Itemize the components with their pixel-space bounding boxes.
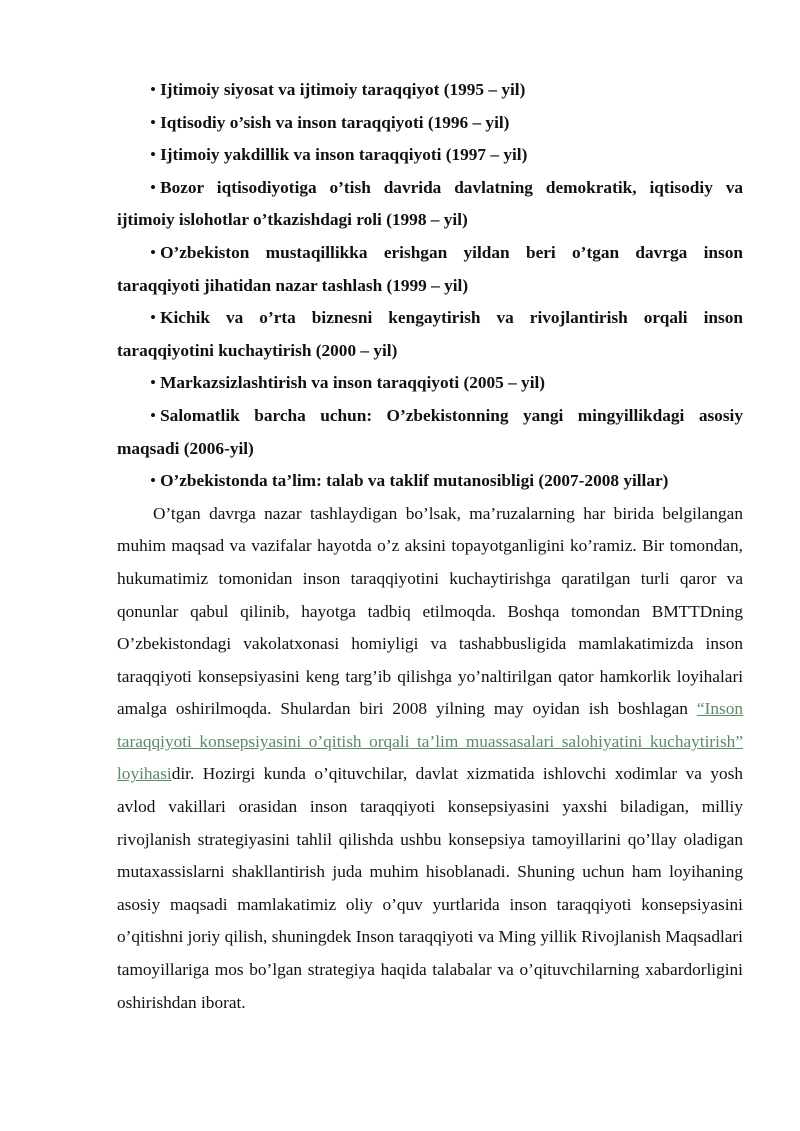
bullet-marker: • bbox=[150, 145, 157, 165]
bullet-item bbox=[117, 302, 743, 367]
paragraph-text-end: dir. Hozirgi kunda o’qituvchilar, davlat xizmatida ishlovchi xodimlar va yosh avlod vakillari orasidan inson taraqqiyoti konsepsiyasini yaxshi biladigan, milliy rivojlanish strategiyasini tahlil qilishda ushbu konsepsiya tamoyillarini qo’llay oladigan mutaxassislarni shakllantirish juda muhim hisoblanadi. Shuning uchun ham loyihaning asosiy maqsadi mamlakatimiz oliy o’quv yurtlarida inson taraqqiyoti konsepsiyasini o’qitishni joriy qilish, shuningdek Inson taraqqiyoti va Ming yillik Rivojlanish Maqsadlari tamoyillariga mos bo’lgan strategiya haqida talabalar va o’qituvchilarning xabardorligini oshirishdan iborat. bbox=[117, 764, 743, 1012]
bullet-text: Kichik va o’rta biznesni kengaytirish va rivojlantirish orqali inson taraqqiyotini kuchaytirish (2000 – yil) bbox=[117, 308, 743, 360]
bullet-text: O’zbekiston mustaqillikka erishgan yildan beri o’tgan davrga inson taraqqiyoti jihatidan nazar tashlash (1999 – yil) bbox=[117, 242, 743, 295]
bullet-item bbox=[117, 74, 743, 107]
bullet-text: Ijtimoiy yakdillik va inson taraqqiyoti (1997 – yil) bbox=[160, 145, 528, 165]
bullet-text: Ijtimoiy siyosat va ijtimoiy taraqqiyot (1995 – yil) bbox=[160, 80, 526, 99]
bullet-marker: • bbox=[150, 373, 157, 393]
body-paragraph bbox=[117, 498, 743, 1020]
bullet-item bbox=[117, 465, 743, 498]
bullet-text: O’zbekistonda ta’lim: talab va taklif mutanosibligi (2007-2008 yillar) bbox=[160, 471, 669, 491]
bullet-item bbox=[117, 400, 743, 465]
bullet-item bbox=[117, 172, 743, 237]
bullet-marker: • bbox=[150, 80, 157, 99]
bullet-item bbox=[117, 139, 743, 172]
bullet-marker: • bbox=[150, 405, 157, 425]
bullet-text: Iqtisodiy o’sish va inson taraqqiyoti (1996 – yil) bbox=[160, 112, 510, 132]
bullet-item bbox=[117, 367, 743, 400]
bullet-text: Bozor iqtisodiyotiga o’tish davrida davlatning demokratik, iqtisodiy va ijtimoiy islohotlar o’tkazishdagi roli (1998 – yil) bbox=[117, 177, 743, 230]
bullet-marker: • bbox=[150, 177, 157, 197]
project-link[interactable]: “Inson taraqqiyoti konsepsiyasini o’qitish orqali ta’lim muassasalari salohiyatini kuchaytirish” loyihasi bbox=[117, 699, 743, 784]
bullet-marker: • bbox=[150, 471, 157, 491]
bullet-item bbox=[117, 107, 743, 140]
bullet-text: Markazsizlashtirish va inson taraqqiyoti (2005 – yil) bbox=[160, 373, 546, 393]
bullet-item bbox=[117, 237, 743, 302]
paragraph-text-start: O’tgan davrga nazar tashlaydigan bo’lsak, ma’ruzalarning har birida belgilangan muhim maqsad va vazifalar hayotda o’z aksini topayotganligini ko’ramiz. Bir tomondan, hukumatimiz tomonidan inson taraqqiyotini kuchaytirishga qaratilgan turli qaror va qonunlar qabul qilinib, hayotga tadbiq etilmoqda. Boshqa tomondan BMTTDning O’zbekistondagi vakolatxonasi homiyligi va tashabbusligida mamlakatimizda inson taraqqiyoti konsepsiyasini keng targ’ib qilishga yo’naltirilgan qator hamkorlik loyihalari amalga oshirilmoqda. Shulardan biri 2008 yilning may oyidan ish boshlagan bbox=[117, 503, 743, 719]
bullet-marker: • bbox=[150, 112, 157, 132]
bullet-marker: • bbox=[150, 308, 157, 328]
bullet-marker: • bbox=[150, 242, 157, 262]
document-page bbox=[117, 74, 743, 1019]
bullet-text: Salomatlik barcha uchun: O’zbekistonning yangi mingyillikdagi asosiy maqsadi (2006-yil) bbox=[117, 405, 743, 458]
